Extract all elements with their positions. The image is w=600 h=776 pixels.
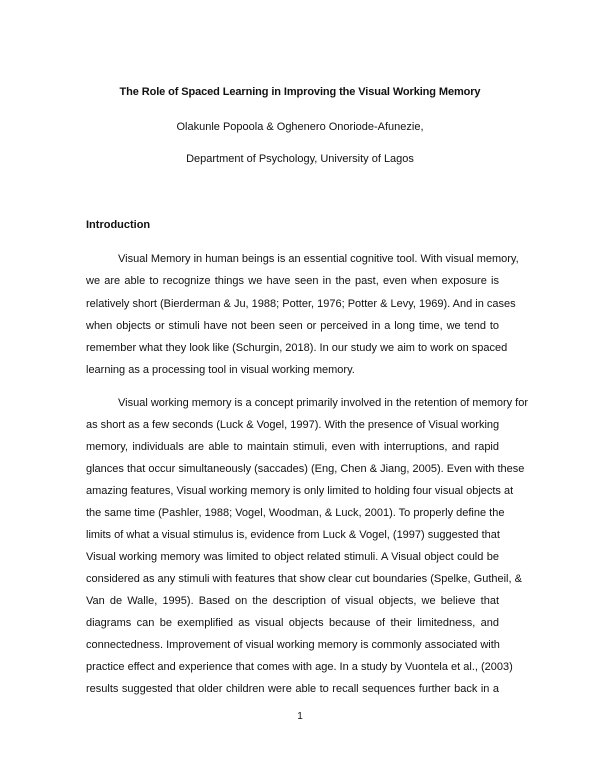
text-line: Visual Memory in human beings is an essential cognitive tool. With visual memory, — [118, 253, 519, 265]
affiliation-line: Department of Psychology, University of Lagos — [186, 153, 414, 165]
text-line: practice effect and experience that comes with age. In a study by Vuontela et al., (2003) — [86, 661, 513, 673]
text-line: Visual working memory is a concept primarily involved in the retention of memory for — [118, 397, 529, 409]
text-line: considered as any stimuli with features that show clear cut boundaries (Spelke, Gutheil, & — [86, 573, 522, 585]
paper-title: The Role of Spaced Learning in Improving the Visual Working Memory — [119, 86, 481, 98]
text-line: when objects or stimuli have not been seen or perceived in a long time, we tend to — [86, 320, 499, 332]
text-line: as short as a few seconds (Luck & Vogel, 1997). With the presence of Visual working — [86, 419, 500, 431]
text-line: Van de Walle, 1995). Based on the description of visual objects, we believe that — [86, 595, 499, 607]
text-line: connectedness. Improvement of visual working memory is commonly associated with — [86, 639, 500, 651]
text-line: memory, individuals are able to maintain stimuli, even with interruptions, and rapid — [86, 441, 499, 453]
text-line: the same time (Pashler, 1988; Vogel, Woodman, & Luck, 2001). To properly define the — [86, 507, 505, 519]
text-line: glances that occur simultaneously (saccades) (Eng, Chen & Jiang, 2005). Even with these — [86, 463, 525, 475]
text-line: Visual working memory was limited to object related stimuli. A Visual object could be — [86, 551, 499, 563]
text-line: limits of what a visual stimulus is, evidence from Luck & Vogel, (1997) suggested that — [86, 529, 500, 541]
page-number: 1 — [297, 711, 303, 722]
text-line: we are able to recognize things we have seen in the past, even when exposure is — [86, 275, 499, 287]
text-line: remember what they look like (Schurgin, 2018). In our study we aim to work on spaced — [86, 342, 508, 354]
text-line: results suggested that older children were able to recall sequences further back in a — [86, 683, 499, 695]
text-line: diagrams can be exemplified as visual objects because of their limitedness, and — [86, 617, 499, 629]
text-line: amazing features, Visual working memory is only limited to holding four visual objects at — [86, 485, 514, 497]
text-line: relatively short (Bierderman & Ju, 1988; Potter, 1976; Potter & Levy, 1969). And in cases — [86, 298, 516, 310]
author-line: Olakunle Popoola & Oghenero Onoriode-Afunezie, — [176, 121, 424, 133]
text-line: learning as a processing tool in visual working memory. — [86, 364, 355, 376]
section-heading: Introduction — [86, 219, 151, 231]
